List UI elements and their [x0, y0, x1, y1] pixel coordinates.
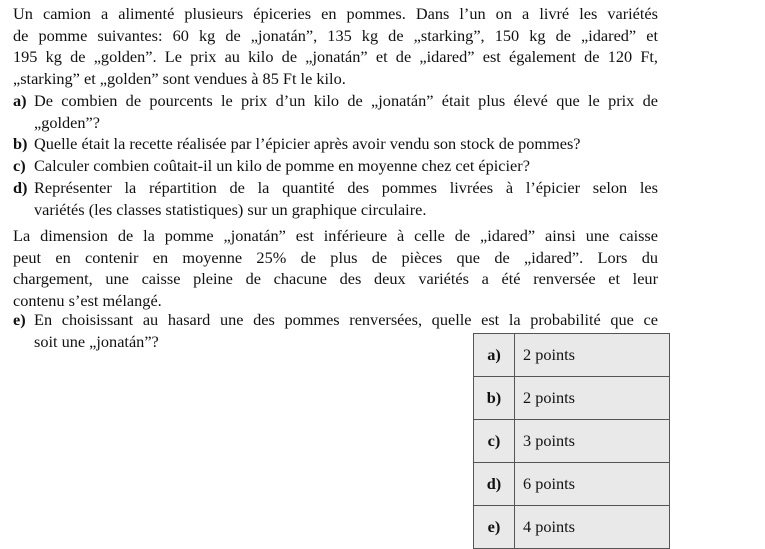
question-a	[13, 90, 658, 133]
question-text: De combien de pourcents le prix d’un kilo de „jonatán” était plus élevé que le prix de	[34, 91, 658, 110]
table-row	[474, 506, 670, 549]
question-text: Calculer combien coûtait-il un kilo de pomme en moyenne chez cet épicier?	[34, 156, 530, 175]
points-table-value: 2 points	[515, 377, 670, 420]
points-table-value: 3 points	[515, 420, 670, 463]
points-table-label: a)	[474, 334, 515, 377]
paragraph-line: peut en contenir en moyenne 25% de plus de pièces que de „idared”. Lors du	[13, 247, 658, 267]
table-row	[474, 463, 670, 506]
question-text: variétés (les classes statistiques) sur un graphique circulaire.	[34, 199, 427, 219]
question-text: Représenter la répartition de la quantité des pommes livrées à l’épicier selon les	[34, 178, 658, 197]
points-table	[473, 333, 670, 549]
question-text: Quelle était la recette réalisée par l’épicier après avoir vendu son stock de pommes?	[34, 134, 581, 153]
question-b	[13, 133, 658, 155]
question-label: a)	[13, 91, 27, 110]
points-table-value: 4 points	[515, 506, 670, 549]
question-d	[13, 177, 658, 220]
table-row	[474, 377, 670, 420]
intro-line: Un camion a alimenté plusieurs épiceries en pommes. Dans l’un on a livré les variétés	[13, 4, 658, 23]
second-paragraph	[13, 225, 658, 312]
question-text: soit une „jonatán”?	[34, 331, 159, 351]
question-text: En choisissant au hasard une des pommes renversées, quelle est la probabilité que ce	[34, 310, 658, 329]
paragraph-line: La dimension de la pomme „jonatán” est inférieure à celle de „idared” ainsi une caisse	[13, 226, 658, 245]
points-table-label: e)	[474, 506, 515, 549]
points-table-label: b)	[474, 377, 515, 420]
points-table-value: 6 points	[515, 463, 670, 506]
question-c	[13, 155, 658, 177]
table-row	[474, 420, 670, 463]
points-table-value: 2 points	[515, 334, 670, 377]
intro-line: 195 kg de „golden”. Le prix au kilo de „jonatán” et de „idared” est également de 120 Ft,	[13, 47, 658, 67]
question-label: b)	[13, 134, 28, 153]
paragraph-line: contenu s’est mélangé.	[13, 291, 162, 311]
question-text: „golden”?	[34, 112, 100, 132]
intro-line: „starking” et „golden” sont vendues à 85 Ft le kilo.	[13, 69, 346, 89]
question-label: c)	[13, 156, 26, 175]
intro-paragraph	[13, 3, 658, 90]
intro-line: de pomme suivantes: 60 kg de „jonatán”, 135 kg de „starking”, 150 kg de „idared” et	[13, 25, 658, 45]
question-label: e)	[13, 310, 26, 329]
paragraph-line: chargement, une caisse pleine de chacune des deux variétés a été renversée et leur	[13, 269, 658, 289]
table-row	[474, 334, 670, 377]
question-label: d)	[13, 178, 28, 197]
points-table-label: c)	[474, 420, 515, 463]
points-table-label: d)	[474, 463, 515, 506]
